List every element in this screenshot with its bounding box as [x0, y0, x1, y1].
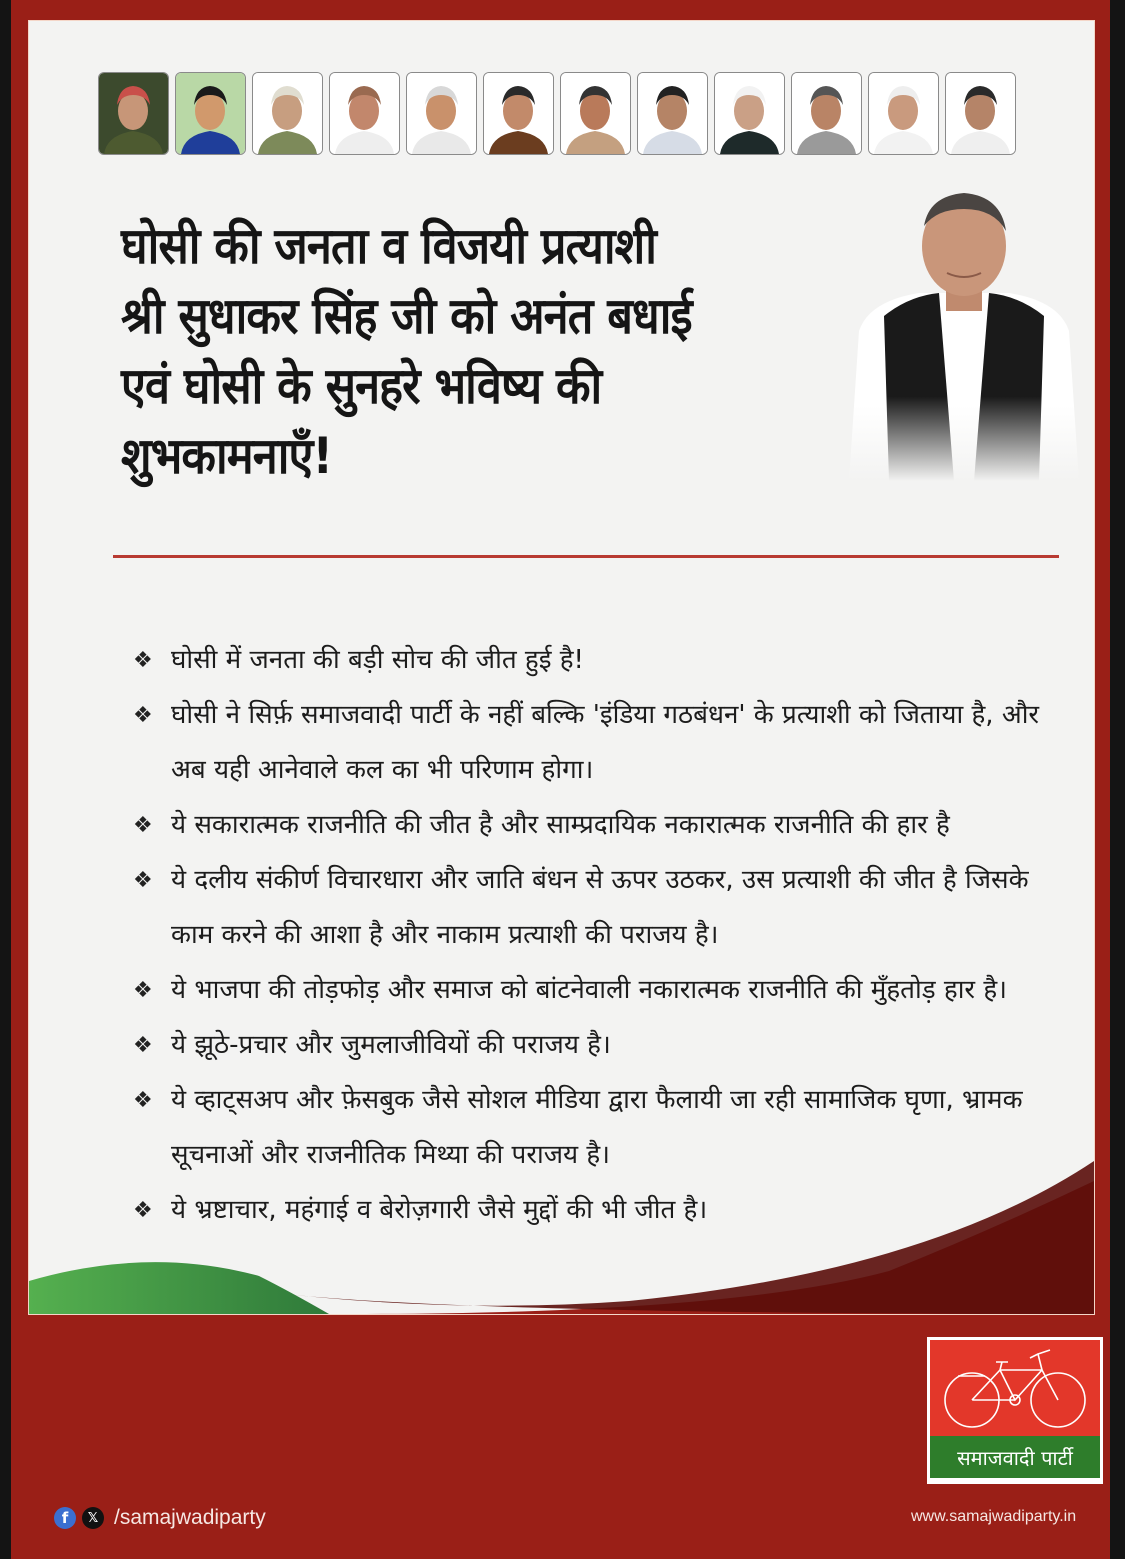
- list-item: ❖ ये सकारात्मक राजनीति की जीत है और साम्प्रदायिक नकारात्मक राजनीति की हार है: [129, 798, 1069, 853]
- headline-line-1: घोसी की जनता व विजयी प्रत्याशी: [121, 217, 656, 275]
- x-twitter-icon[interactable]: 𝕏: [82, 1507, 104, 1529]
- party-logo: [927, 1337, 1103, 1484]
- leaders-portrait-strip: [98, 72, 1016, 155]
- headline-divider: [113, 555, 1059, 558]
- diamond-cluster-icon: ❖: [133, 1033, 153, 1058]
- portrait-leader-3: [252, 72, 323, 155]
- portrait-leader-11: [868, 72, 939, 155]
- bicycle-icon: [930, 1340, 1100, 1436]
- diamond-cluster-icon: ❖: [133, 1198, 153, 1223]
- list-item: ❖ ये झूठे-प्रचार और जुमलाजीवियों की पराजय है।: [129, 1018, 1069, 1073]
- list-item: ❖ ये दलीय संकीर्ण विचारधारा और जाति बंधन से ऊपर उठकर, उस प्रत्याशी की जीत है जिसके काम करने की आशा है और नाकाम प्रत्याशी की पराजय है।: [129, 853, 1069, 963]
- list-item: ❖ ये भ्रष्टाचार, महंगाई व बेरोज़गारी जैसे मुद्दों की भी जीत है।: [129, 1183, 1069, 1238]
- portrait-leader-5: [406, 72, 477, 155]
- portrait-leader-4: [329, 72, 400, 155]
- diamond-cluster-icon: ❖: [133, 978, 153, 1003]
- headline-line-3: एवं घोसी के सुनहरे भविष्य की: [121, 357, 602, 415]
- party-name: समाजवादी पार्टी: [930, 1436, 1100, 1478]
- headline-line-4: शुभकामनाएँ!: [121, 427, 333, 485]
- social-handle[interactable]: /samajwadiparty: [114, 1506, 266, 1529]
- portrait-leader-12: [945, 72, 1016, 155]
- portrait-leader-9: [714, 72, 785, 155]
- diamond-cluster-icon: ❖: [133, 1088, 153, 1113]
- diamond-cluster-icon: ❖: [133, 648, 153, 673]
- social-links: [54, 1506, 266, 1530]
- headline-line-2: श्री सुधाकर सिंह जी को अनंत बधाई: [121, 287, 692, 345]
- list-item: ❖ घोसी में जनता की बड़ी सोच की जीत हुई है!: [129, 633, 1069, 688]
- website-link[interactable]: www.samajwadiparty.in: [911, 1508, 1077, 1525]
- diamond-cluster-icon: ❖: [133, 868, 153, 893]
- headline: [121, 211, 769, 491]
- poster-frame: [11, 0, 1110, 1559]
- list-item: ❖ घोसी ने सिर्फ़ समाजवादी पार्टी के नहीं बल्कि 'इंडिया गठबंधन' के प्रत्याशी को जिताया है, और अब यही आनेवाले कल का भी परिणाम होगा।: [129, 688, 1069, 798]
- portrait-leader-10: [791, 72, 862, 155]
- portrait-leader-2: [175, 72, 246, 155]
- bottom-wave-decoration: [29, 1121, 1094, 1314]
- diamond-cluster-icon: ❖: [133, 813, 153, 838]
- portrait-leader-7: [560, 72, 631, 155]
- leader-photo: [829, 181, 1095, 481]
- diamond-cluster-icon: ❖: [133, 703, 153, 728]
- portrait-leader-8: [637, 72, 708, 155]
- list-item: ❖ ये व्हाट्सअप और फ़ेसबुक जैसे सोशल मीडिया द्वारा फैलायी जा रही सामाजिक घृणा, भ्रामक सूचनाओं और राजनीतिक मिथ्या की पराजय है।: [129, 1073, 1069, 1183]
- portrait-leader-6: [483, 72, 554, 155]
- portrait-leader-1: [98, 72, 169, 155]
- facebook-icon[interactable]: f: [54, 1507, 76, 1529]
- content-panel: [28, 20, 1095, 1315]
- list-item: ❖ ये भाजपा की तोड़फोड़ और समाज को बांटनेवाली नकारात्मक राजनीति की मुँहतोड़ हार है।: [129, 963, 1069, 1018]
